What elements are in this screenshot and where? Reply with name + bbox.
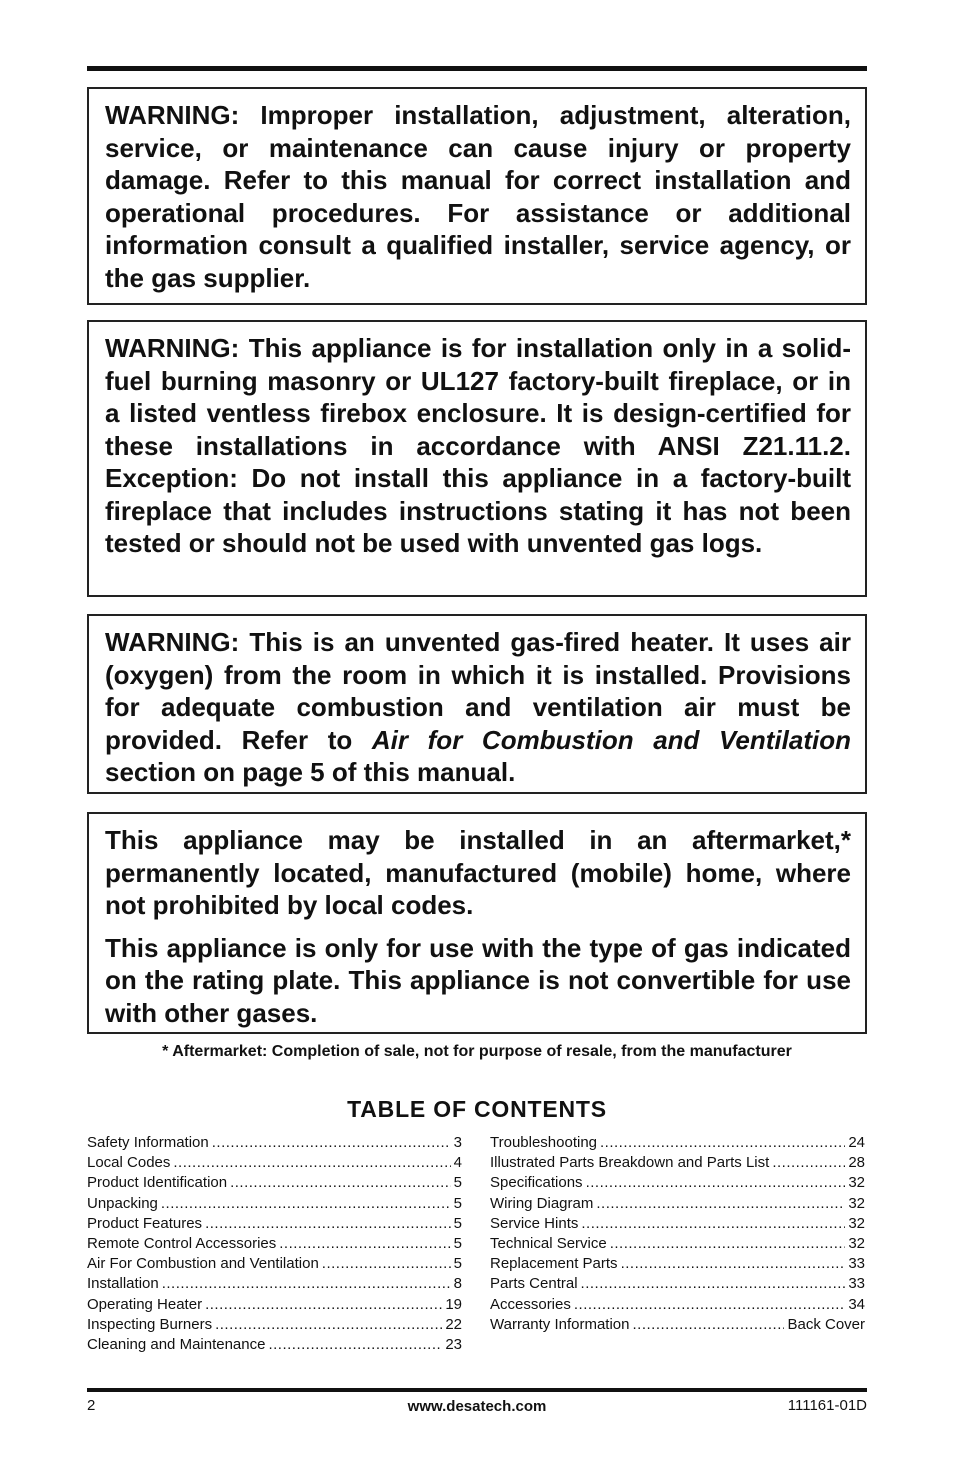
toc-entry-page: 5 — [453, 1235, 462, 1253]
toc-entry-label: Operating Heater — [87, 1295, 203, 1313]
warning-text-end: section on page 5 of this manual. — [105, 757, 516, 787]
toc-entry-page: 34 — [848, 1295, 865, 1313]
toc-column-right — [490, 1133, 865, 1335]
toc-leader-dots — [173, 1153, 450, 1173]
toc-leader-dots — [581, 1214, 845, 1234]
bottom-rule — [87, 1388, 867, 1392]
warning-box-fireplace — [87, 320, 867, 597]
toc-entry-page: 3 — [453, 1134, 462, 1151]
toc-leader-dots — [322, 1254, 451, 1274]
toc-entry-page: 5 — [453, 1194, 462, 1212]
toc-entry-page: 32 — [848, 1194, 865, 1212]
toc-leader-dots — [600, 1133, 845, 1153]
toc-leader-dots — [621, 1254, 846, 1274]
toc-leader-dots — [596, 1194, 845, 1214]
toc-entry-label: Technical Service — [490, 1235, 607, 1253]
toc-entry — [87, 1214, 462, 1234]
toc-entry — [490, 1254, 865, 1274]
page-number: 2 — [87, 1397, 96, 1414]
toc-entry — [87, 1335, 462, 1355]
toc-leader-dots — [610, 1234, 846, 1254]
toc-entry-label: Remote Control Accessories — [87, 1235, 277, 1253]
toc-entry-label: Air For Combustion and Ventilation — [87, 1255, 319, 1273]
toc-entry-label: Safety Information — [87, 1134, 209, 1151]
toc-leader-dots — [230, 1173, 451, 1193]
toc-leader-dots — [161, 1194, 451, 1214]
toc-entry-page: 5 — [453, 1255, 462, 1273]
toc-entry — [87, 1194, 462, 1214]
toc-entry-page: 5 — [453, 1214, 462, 1232]
toc-entry-page: 32 — [848, 1174, 865, 1192]
toc-entry-label: Illustrated Parts Breakdown and Parts List — [490, 1154, 770, 1172]
toc-entry — [87, 1133, 462, 1153]
toc-entry-label: Product Features — [87, 1214, 203, 1232]
toc-leader-dots — [633, 1315, 785, 1335]
toc-entry — [87, 1254, 462, 1274]
toc-leader-dots — [162, 1274, 451, 1294]
toc-entry-label: Warranty Information — [490, 1315, 630, 1333]
toc-entry — [490, 1214, 865, 1234]
toc-entry-label: Parts Central — [490, 1275, 578, 1293]
toc-leader-dots — [279, 1234, 450, 1254]
toc-leader-dots — [205, 1214, 451, 1234]
toc-entry — [87, 1173, 462, 1193]
toc-entry-page: 4 — [453, 1154, 462, 1172]
toc-entry — [87, 1295, 462, 1315]
toc-entry — [490, 1315, 865, 1335]
warning-text: WARNING: Improper installation, adjustment, alteration, service, or maintenance can cause injury or property damage. Refer to this manual for correct installation and operational procedures. For assistance or additional information consult a qualified installer, service agency, or the gas supplier. — [105, 100, 851, 293]
toc-entry-page: 8 — [453, 1275, 462, 1293]
toc-entry-label: Product Identification — [87, 1174, 228, 1192]
toc-entry-page: 32 — [848, 1235, 865, 1253]
toc-entry-page: 5 — [453, 1174, 462, 1192]
toc-leader-dots — [205, 1295, 442, 1315]
toc-entry-page: 24 — [848, 1134, 865, 1151]
toc-entry-label: Local Codes — [87, 1154, 171, 1172]
toc-entry — [490, 1194, 865, 1214]
warning-box-unvented — [87, 614, 867, 794]
warning-text — [105, 626, 851, 789]
toc-entry — [490, 1173, 865, 1193]
warning-text-italic: Air for Combustion and Ventilation — [371, 724, 851, 755]
toc-leader-dots — [212, 1133, 451, 1153]
toc-entry-label: Cleaning and Maintenance — [87, 1336, 266, 1354]
toc-leader-dots — [268, 1335, 442, 1355]
toc-entry-label: Specifications — [490, 1174, 583, 1192]
notice-paragraph-gas-type: This appliance is only for use with the type of gas indicated on the rating plate. This appliance is not convertible for use with other gases. — [105, 932, 851, 1028]
website-url: www.desatech.com — [407, 1398, 547, 1415]
toc-entry — [87, 1274, 462, 1294]
toc-entry — [87, 1234, 462, 1254]
aftermarket-footnote: * Aftermarket: Completion of sale, not for purpose of resale, from the manufacturer — [162, 1043, 792, 1060]
toc-leader-dots — [772, 1153, 845, 1173]
toc-entry-page: 22 — [445, 1315, 462, 1333]
toc-title: TABLE OF CONTENTS — [347, 1096, 607, 1122]
toc-entry-page: 33 — [848, 1275, 865, 1293]
toc-entry-label: Unpacking — [87, 1194, 158, 1212]
toc-entry — [87, 1315, 462, 1335]
toc-leader-dots — [581, 1274, 846, 1294]
toc-entry-page: 32 — [848, 1214, 865, 1232]
toc-entry-label: Troubleshooting — [490, 1134, 598, 1151]
toc-leader-dots — [574, 1295, 845, 1315]
toc-entry — [490, 1274, 865, 1294]
toc-entry-page: 33 — [848, 1255, 865, 1273]
document-code: 111161-01D — [787, 1397, 867, 1414]
toc-entry-page: 28 — [848, 1154, 865, 1172]
top-rule — [87, 66, 867, 71]
toc-entry — [87, 1153, 462, 1173]
warning-box-installation — [87, 87, 867, 305]
toc-entry — [490, 1234, 865, 1254]
toc-entry-label: Installation — [87, 1275, 159, 1293]
toc-entry — [490, 1153, 865, 1173]
toc-entry-page: Back Cover — [787, 1315, 865, 1333]
toc-entry-label: Replacement Parts — [490, 1255, 618, 1273]
warning-text: WARNING: This appliance is for installation only in a solid-fuel burning masonry or UL127 factory-built fireplace, or in a listed ventless firebox enclosure. It is design-certified for these installations in accordance with ANSI Z21.11.2. Exception: Do not install this appliance in a factory-built fireplace that includes instructions stating it has not been tested or should not be used with unvented gas logs. — [105, 333, 851, 558]
toc-entry-label: Service Hints — [490, 1214, 579, 1232]
toc-leader-dots — [215, 1315, 442, 1335]
warning-text-start: WARNING: This is an unvented gas-fired heater. It uses air (oxygen) from the room in which it is installed. Provisions for adequate combustion and ventilation air must be provided. Refer to — [105, 627, 851, 755]
toc-entry-label: Inspecting Burners — [87, 1315, 213, 1333]
toc-column-left — [87, 1133, 462, 1355]
notice-box-mobile-home — [87, 812, 867, 1034]
toc-entry-page: 19 — [445, 1295, 462, 1313]
toc-entry-label: Accessories — [490, 1295, 571, 1313]
notice-paragraph-mobile-home: This appliance may be installed in an aftermarket,* permanently located, manufactured (mobile) home, where not prohibited by local codes. — [105, 825, 851, 920]
toc-entry — [490, 1133, 865, 1153]
toc-entry — [490, 1295, 865, 1315]
toc-leader-dots — [586, 1173, 846, 1193]
toc-entry-label: Wiring Diagram — [490, 1194, 594, 1212]
toc-entry-page: 23 — [445, 1336, 462, 1354]
